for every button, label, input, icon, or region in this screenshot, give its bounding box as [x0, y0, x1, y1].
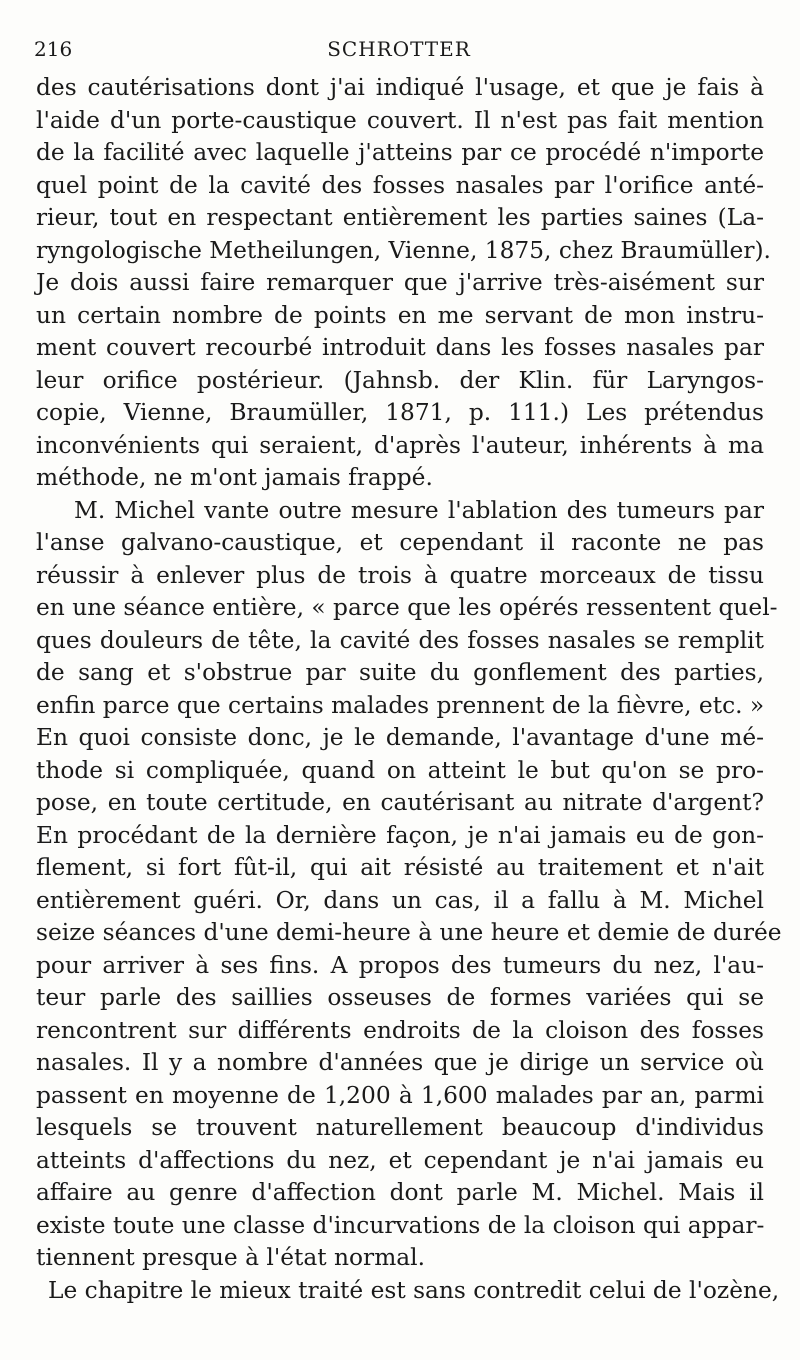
- running-title: SCHROTTER: [327, 37, 471, 61]
- text-line: pour arriver à ses fins. A propos des tumeurs du nez, l'au-: [36, 951, 764, 979]
- text-line: En quoi consiste donc, je le demande, l'avantage d'une mé-: [36, 724, 764, 751]
- text-line: inconvénients qui seraient, d'après l'auteur, inhérents à ma: [36, 431, 764, 459]
- text-line: l'anse galvano-caustique, et cependant il raconte ne pas: [36, 529, 764, 556]
- page-number: 216: [34, 37, 73, 61]
- text-line: réussir à enlever plus de trois à quatre morceaux de tissu: [36, 561, 764, 589]
- text-line: rieur, tout en respectant entièrement les parties saines (La-: [36, 204, 764, 231]
- text-line: des cautérisations dont j'ai indiqué l'usage, et que je fais à: [36, 74, 764, 101]
- text-line: M. Michel vante outre mesure l'ablation des tumeurs par: [74, 496, 764, 524]
- text-line: Je dois aussi faire remarquer que j'arrive très-aisément sur: [36, 269, 764, 296]
- page-header: [34, 34, 764, 64]
- text-line: ques douleurs de tête, la cavité des fosses nasales se remplit: [36, 626, 764, 654]
- text-line: enfin parce que certains malades prennent de la fièvre, etc. »: [36, 691, 765, 719]
- text-line: ment couvert recourbé introduit dans les fosses nasales par: [36, 334, 764, 361]
- text-line: copie, Vienne, Braumüller, 1871, p. 111.) Les prétendus: [36, 399, 764, 426]
- text-line: quel point de la cavité des fosses nasales par l'orifice anté-: [36, 171, 764, 199]
- text-line: ryngologische Metheilungen, Vienne, 1875, chez Braumüller).: [36, 236, 771, 264]
- text-line: affaire au genre d'affection dont parle M. Michel. Mais il: [36, 1179, 764, 1206]
- text-line: atteints d'affections du nez, et cependant je n'ai jamais eu: [36, 1146, 764, 1174]
- text-line: seize séances d'une demi-heure à une heure et demie de durée: [36, 919, 782, 946]
- body-text: [36, 72, 782, 1307]
- text-line: lesquels se trouvent naturellement beaucoup d'individus: [36, 1114, 764, 1141]
- text-line: un certain nombre de points en me servant de mon instru-: [36, 301, 764, 329]
- text-line: Le chapitre le mieux traité est sans contredit celui de l'ozène,: [48, 1276, 780, 1304]
- text-line: méthode, ne m'ont jamais frappé.: [36, 464, 433, 491]
- text-line: en une séance entière, « parce que les opérés ressentent quel-: [36, 594, 778, 621]
- text-line: l'aide d'un porte-caustique couvert. Il n'est pas fait mention: [36, 106, 764, 134]
- text-line: de sang et s'obstrue par suite du gonflement des parties,: [36, 659, 764, 686]
- text-line: nasales. Il y a nombre d'années que je dirige un service où: [36, 1049, 764, 1076]
- text-line: existe toute une classe d'incurvations de la cloison qui appar-: [36, 1211, 765, 1239]
- text-line: leur orifice postérieur. (Jahnsb. der Klin. für Laryngos-: [36, 366, 764, 394]
- text-line: passent en moyenne de 1,200 à 1,600 malades par an, parmi: [36, 1081, 764, 1109]
- text-line: teur parle des saillies osseuses de formes variées qui se: [36, 984, 764, 1011]
- text-line: flement, si fort fût-il, qui ait résisté au traitement et n'ait: [36, 854, 764, 881]
- text-line: pose, en toute certitude, en cautérisant au nitrate d'argent?: [36, 789, 764, 816]
- text-line: rencontrent sur différents endroits de la cloison des fosses: [36, 1016, 764, 1044]
- text-line: de la facilité avec laquelle j'atteins par ce procédé n'importe: [36, 139, 764, 166]
- text-line: tiennent presque à l'état normal.: [36, 1244, 426, 1271]
- text-line: thode si compliquée, quand on atteint le but qu'on se pro-: [36, 756, 764, 784]
- text-line: En procédant de la dernière façon, je n'ai jamais eu de gon-: [36, 821, 764, 849]
- text-line: entièrement guéri. Or, dans un cas, il a fallu à M. Michel: [36, 886, 764, 914]
